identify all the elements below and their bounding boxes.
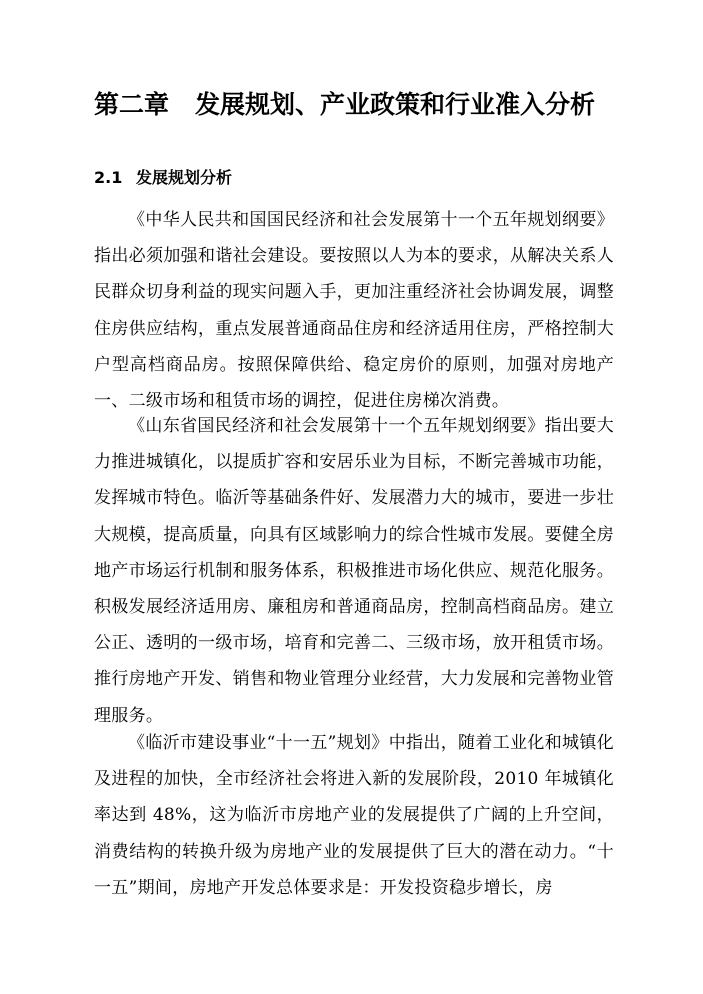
chapter-title [94, 88, 654, 122]
chapter-title-text: 发展规划、产业政策和行业准入分析 [195, 90, 596, 119]
section-heading [94, 166, 232, 190]
paragraph-linyi-plan: 《临沂市建设事业“十一五”规划》中指出，随着工业化和城镇化及进程的加快，全市经济社会将进入新的发展阶段，2010 年城镇化率达到 48%，这为临沂市房地产业的发展提供了广阔的上升空间，消费结构的转换升级为房地产业的发展提供了巨大的潜在动力。“十一五”期间，房地产开发总体要求是：开发投资稳步增长，房 [94, 733, 614, 898]
paragraph-national-plan: 《中华人民共和国国民经济和社会发展第十一个五年规划纲要》指出必须加强和谐社会建设。要按照以人为本的要求，从解决关系人民群众切身利益的现实问题入手，更加注重经济社会协调发展，调整住房供应结构，重点发展普通商品住房和经济适用住房，严格控制大户型高档商品房。按照保障供给、稳定房价的原则，加强对房地产一、二级市场和租赁市场的调控，促进住房梯次消费。 [94, 210, 614, 412]
paragraph-shandong-plan: 《山东省国民经济和社会发展第十一个五年规划纲要》指出要大力推进城镇化，以提质扩容和安居乐业为目标，不断完善城市功能，发挥城市特色。临沂等基础条件好、发展潜力大的城市，要进一步壮大规模，提高质量，向具有区域影响力的综合性城市发展。要健全房地产市场运行机制和服务体系，积极推进市场化供应、规范化服务。积极发展经济适用房、廉租房和普通商品房，控制高档商品房。建立公正、透明的一级市场，培育和完善二、三级市场，放开租赁市场。推行房地产开发、销售和物业管理分业经营，大力发展和完善物业管理服务。 [94, 416, 614, 726]
chapter-number: 第二章 [94, 90, 170, 119]
section-title: 发展规划分析 [136, 168, 233, 187]
section-number: 2.1 [94, 168, 123, 187]
